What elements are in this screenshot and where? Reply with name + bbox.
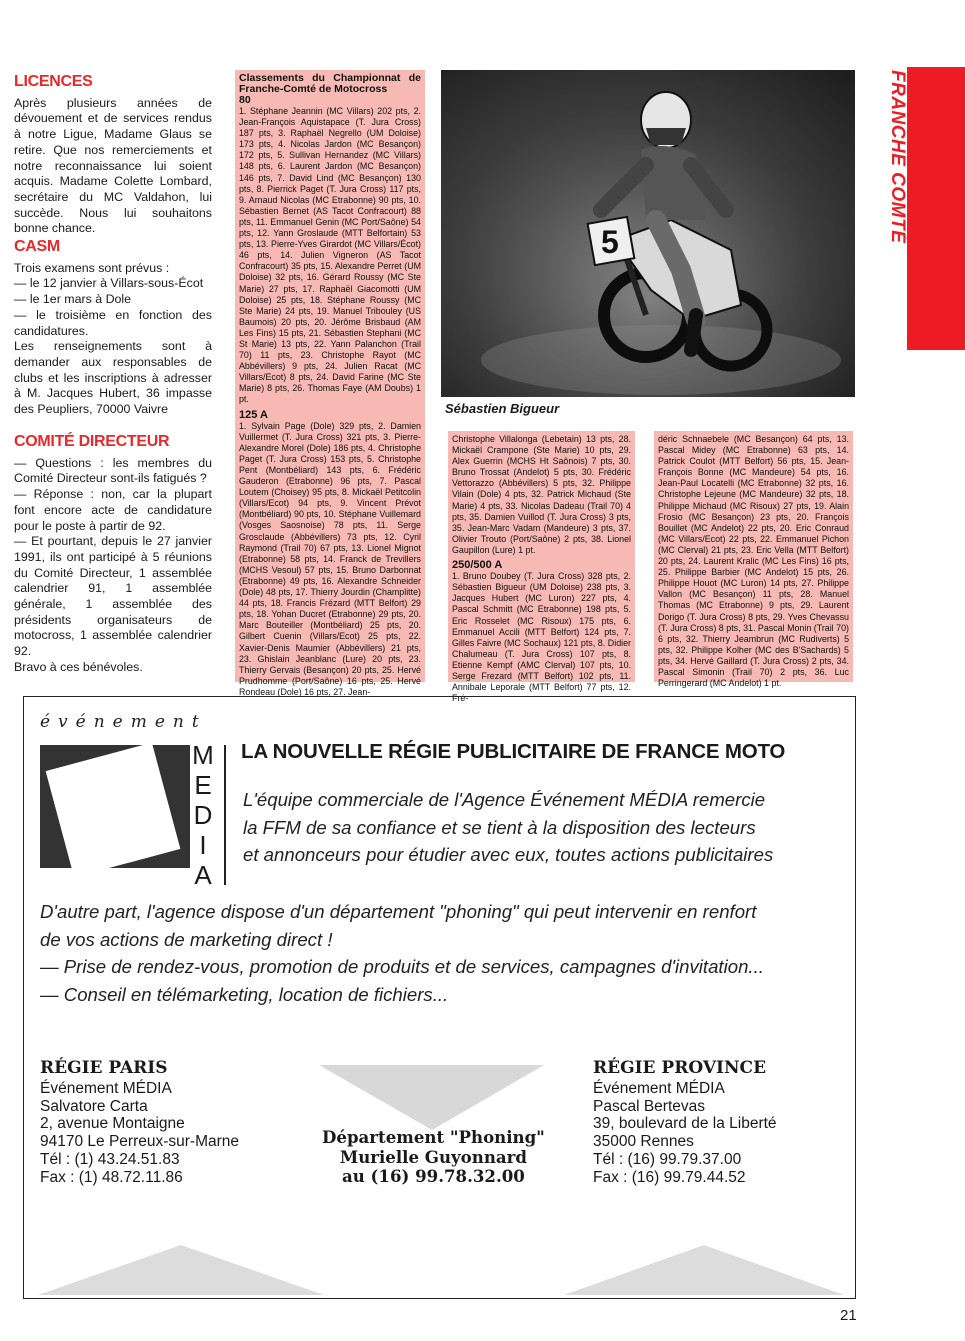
motocross-rider-illustration: [441, 70, 855, 397]
phoning-line: Département "Phoning": [322, 1127, 545, 1147]
regie-paris-line: Tél : (1) 43.24.51.83: [40, 1150, 180, 1168]
category-80-results: 1. Stéphane Jeannin (MC Villars) 202 pts, 2. Jean-François Aquistapace (T. Jura Cross) 187 pts, 3. Raphaël Negrello (UM Doloise) 173 pts, 4. Nicolas Jardon (MC Besançon) 172 pts, 5. Sullivan Hernandez (MC Villars) 148 pts, 6. Laurent Jardon (MC Besançon) 146 pts, 7. David Lind (MC Besançon) 130 pts, 8. Pierrick Paget (T. Jura Cross) 117 pts, 9. Arnaud Nicolas (MC Etrabonne) 90 pts, 10. Sébastien Bernet (AS Tacot Confracourt) 88 pts, 11. Emmanuel Genin (MC Port/Saône) 54 pts, 12. Yann Groslaude (MTT Belfortain) 53 pts, 13. Pierre-Yves Girardot (MC Villars/Écot) 46 pts, 14. Julien Vigneron (AS Tacot Confracourt) 35 pts, 15. Alexandre Perret (UM Doloise) 32 pts, 16. Gérard Roussy (MC Ste Marie) 27 pts, 17. Raphaël Giacomotti (UM Doloise) 25 pts, 18. Stéphane Roussy (MC Ste Marie) 24 pts, 19. Manuel Tribouley (US Baumois) 20 pts, 20. Jérôme Brisbaud (AM Les Fins) 15 pts, 21. Sébastien Stephani (MC St Marie) 13 pts, 22. Yann Palanchon (Trail 70) 11 pts, 23. Christophe Rayot (MC Abbévillers) 9 pts, 24. Julien Racat (MC Villars/Ecot) 8 pts, 24. David Farine (MC Ste Marie) 8 pts, 26. Thomas Faye (AM Doubs) 1 pt.: [239, 106, 421, 405]
regie-paris-line: 2, avenue Montaigne: [40, 1115, 185, 1133]
comite-heading: COMITÉ DIRECTEUR: [14, 433, 170, 450]
regie-paris-line: 94170 Le Perreux-sur-Marne: [40, 1133, 240, 1151]
licences-article: [14, 74, 212, 237]
casm-line: — le 1er mars à Dole: [14, 292, 132, 307]
regie-province-line: 35000 Rennes: [593, 1133, 694, 1151]
media-logo: [40, 745, 190, 868]
phoning-line: Murielle Guyonnard: [339, 1146, 527, 1167]
motocross-photo: [441, 70, 855, 397]
ad-body: [40, 898, 764, 1008]
regie-province-line: 39, boulevard de la Liberté: [593, 1115, 777, 1133]
page-number: 21: [840, 1307, 857, 1324]
regie-province-line: Tél : (16) 99.79.37.00: [593, 1150, 742, 1168]
ad-intro-line: et annonceurs pour étudier avec eux, toutes actions publicitaires: [243, 844, 774, 865]
ad-title: LA NOUVELLE RÉGIE PUBLICITAIRE DE FRANCE MOTO: [241, 740, 786, 763]
category-125-title: 125 A: [239, 408, 268, 421]
regie-paris: [40, 1060, 239, 1187]
ad-intro-line: la FFM de sa confiance et se tient à la disposition des lecteurs: [243, 816, 756, 838]
media-letters: [188, 740, 218, 890]
comite-line: — Réponse : non, car la plupart font encore acte de candidature pour le poste à partir de 92.: [14, 487, 212, 533]
casm-article: [14, 239, 212, 418]
comite-line: — Et pourtant, depuis le 27 janvier 1991, ils ont participé à 5 réunions du Comité Directeur, 1 assemblée calendrier 91, 1 assemblée générale, 1 assemblée des présidents organisateurs de motocross, 1 assemblée calendrier 92.: [14, 534, 212, 659]
regie-paris-title: RÉGIE PARIS: [40, 1058, 168, 1078]
media-letter: I: [199, 830, 207, 860]
phoning-contact: [322, 1128, 545, 1187]
casm-line: — le troisième en fonction des candidatures.: [14, 307, 212, 338]
casm-heading: CASM: [14, 238, 60, 255]
logo-divider: [224, 745, 226, 885]
casm-line: Les renseignements sont à demander aux responsables de clubs et les inscriptions à adresser à M. Jacques Hubert, 36 impasse des Peupliers, 70000 Vaivre: [14, 339, 212, 417]
comite-line: — Questions : les membres du Comité Directeur sont-ils fatigués ?: [14, 455, 212, 486]
evenement-wordmark: événement: [40, 712, 207, 732]
media-letter: D: [193, 800, 213, 830]
casm-line: — le 12 janvier à Villars-sous-Écot: [14, 276, 204, 291]
media-letter: E: [194, 770, 212, 800]
results-column-2: [448, 431, 635, 704]
ad-body-line: — Prise de rendez-vous, promotion de produits et de services, campagnes d'invitation...: [40, 956, 764, 977]
casm-line: Trois examens sont prévus :: [14, 260, 170, 275]
photo-caption: Sébastien Bigueur: [445, 401, 560, 416]
category-80-title: 80: [239, 94, 251, 106]
media-letter: A: [194, 860, 212, 890]
ad-intro: [243, 786, 773, 869]
results-column-1: [235, 70, 425, 697]
category-250-results-part1: 1. Bruno Doubey (T. Jura Cross) 328 pts, 2. Sébastien Bigueur (UM Doloise) 238 pts, 3. Jacques Hubert (MC Luron) 227 pts, 4. Pascal Schmitt (MC Etrabonne) 198 pts, 5. Eric Rosselet (MC Risoux) 175 pts, 6. Emmanuel Accili (MTT Belfort) 124 pts, 7. Gilles Faivre (MC Sochaux) 121 pts, 8. Didier Chalumeau (T. Jura Cross) 107 pts, 8. Etienne Kempf (AMC Clerval) 107 pts, 10. Serge Frezard (MTT Belfort) 102 pts, 11. Annibale Leporale (MTT Belfort) 77 pts, 12. Fré-: [452, 571, 631, 704]
results-heading: Classements du Championnat de Franche-Comté de Motocross: [239, 72, 421, 95]
media-letter: M: [192, 740, 214, 770]
section-tab-label: FRANCHE COMTÉ: [887, 70, 908, 244]
category-125-results-part2: Christophe Villalonga (Lebetain) 13 pts, 28. Mickaël Crampone (Ste Marie) 10 pts, 29. Alex Guerrin (MCHS Ht Saônois) 7 pts, 30. Bruno Trossat (Andelot) 5 pts, 30. Frédéric Vettorazzo (Abbévillers) 5 pts, 32. Philippe Vilain (Dole) 4 pts, 32. Patrick Michaud (Ste Marie) 4 pts, 33. Nicolas Dadeau (Trail 70) 4 pts, 35. Damien Vuillod (T. Jura Cross) 3 pts, 35. Jean-Marc Vadam (Mandeure) 3 pts, 37. Olivier Trouto (Port/Saône) 2 pts, 38. Lionel Gaupillon (Lure) 1 pt.: [452, 434, 631, 555]
category-250-title: 250/500 A: [452, 559, 503, 572]
licences-heading: LICENCES: [14, 73, 93, 90]
regie-province-line: Événement MÉDIA: [593, 1079, 725, 1097]
regie-province: [593, 1060, 777, 1187]
licences-body: Après plusieurs années de dévouement et de services rendus à notre Ligue, Madame Glaus se retire. Que nos remerciements et notre reconnaissance lui soient acquis. Madame Colette Lombard, secrétaire du MC Valdahon, lui succède. Nous lui souhaitons bonne chance.: [14, 95, 212, 236]
phoning-line: au (16) 99.78.32.00: [341, 1166, 525, 1186]
regie-paris-line: Événement MÉDIA: [40, 1079, 172, 1097]
bike-number: 5: [601, 224, 619, 260]
ad-body-line: — Conseil en télémarketing, location de fichiers...: [40, 983, 449, 1005]
section-color-tab: [907, 67, 965, 350]
category-250-results-part2: déric Schnaebele (MC Besançon) 64 pts, 13. Pascal Midey (MC Etrabonne) 63 pts, 14. Patrick Coulot (MTT Belfort) 56 pts, 15. Jean-François Bonne (MC Mandeure) 54 pts, 16. Jean-Paul Locatelli (MC Etrabonne) 32 pts, 16. Christophe Lejeune (MC Mandeure) 32 pts, 18. Philippe Michaud (MC Risoux) 27 pts, 19. Alain Frosio (MC Besançon) 23 pts, 20. François Bouillet (MC Andelot) 22 pts, 20. Eric Conraud (MC Villars/Ecot) 22 pts, 22. Emmanuel Pichon (MC Clerval) 21 pts, 23. Eric Vella (MTT Belfort) 20 pts, 24. Laurent Kralic (MC Les Fins) 16 pts, 25. Philippe Barbier (MC Andelot) 15 pts, 26. Philippe Houot (MC Luron) 14 pts, 27. Philippe Vallon (MC Besançon) 11 pts, 28. Manuel Thomas (MC Etrabonne) 9 pts, 29. Laurent Dorigo (T. Jura Cross) 8 pts, 29. Yves Chevassu (T. Jura Cross) 8 pts, 31. Pascal Monin (Trail 70) 6 pts, 32. Thierry Jeambrun (MC Rudiverts) 5 pts, 32. Philippe Kolher (MC des B'Sachards) 5 pts, 34. Hervé Gaillard (T. Jura Cross) 2 pts, 34. Pascal Simonin (Trail 70) 2 pts, 36. Luc Perringerard (MC Andelot) 1 pt.: [658, 434, 849, 689]
comite-article: [14, 434, 212, 676]
ad-body-line: de vos actions de marketing direct !: [40, 928, 333, 950]
regie-province-line: Pascal Bertevas: [593, 1097, 705, 1115]
category-125-results-part1: 1. Sylvain Page (Dole) 329 pts, 2. Damien Vuillermet (T. Jura Cross) 321 pts, 3. Pierre-Alexandre Morel (Dole) 186 pts, 4. Christophe Paget (T. Jura Cross) 153 pts, 5. Christophe Pent (Montbéliard) 143 pts, 6. Frédéric Gauderon (Etrabonne) 96 pts, 7. Pascal Loutem (Choisey) 95 pts, 8. Mickaël Petitcolin (Villars/Ecot) 94 pts, 9. Vincent Prévot (Montbéliard) 90 pts, 10. Stéphane Vuillemard (Vosges Saosnoise) 78 pts, 11. Serge Grosclaude (Abbévillers) 73 pts, 12. Cyril Raymond (Trail 70) 67 pts, 13. Lionel Mignot (Etrabonne) 58 pts, 14. Franck de Trevillers (MCHS Vesoul) 57 pts, 15. Bruno Darbonnat (Etrabonne) 49 pts, 16. Alexandre Schneider (Dole) 48 pts, 17. Thierry Jourdin (Champlitte) 44 pts, 18. Francis Frézard (MTT Belfort) 29 pts, 18. Yohan Ducret (Etrabonne) 29 pts, 20. Marc Bouteiller (Montbéliard) 25 pts, 20. Gilbert Cuenin (Villars/Ecot) 25 pts, 22. Xavier-Denis Maumier (Abbévillers) 21 pts, 23. Ghislain Jeanblanc (Lure) 20 pts, 23. Thierry Gervais (Besançon) 20 pts, 25. Hervé Prudhomme (Port/Saône) 16 pts, 25. Hervé Rondeau (Dole) 16 pts, 27. Jean-: [239, 420, 421, 697]
regie-province-title: RÉGIE PROVINCE: [593, 1058, 767, 1078]
ad-body-line: D'autre part, l'agence dispose d'un département "phoning" qui peut intervenir en renfort: [40, 901, 757, 922]
regie-paris-line: Salvatore Carta: [40, 1097, 148, 1115]
comite-line: Bravo à ces bénévoles.: [14, 659, 143, 674]
ad-intro-line: L'équipe commerciale de l'Agence Événement MÉDIA remercie: [243, 789, 766, 810]
regie-paris-line: Fax : (1) 48.72.11.86: [40, 1168, 183, 1186]
results-column-3: [654, 431, 853, 689]
regie-province-line: Fax : (16) 99.79.44.52: [593, 1168, 746, 1186]
